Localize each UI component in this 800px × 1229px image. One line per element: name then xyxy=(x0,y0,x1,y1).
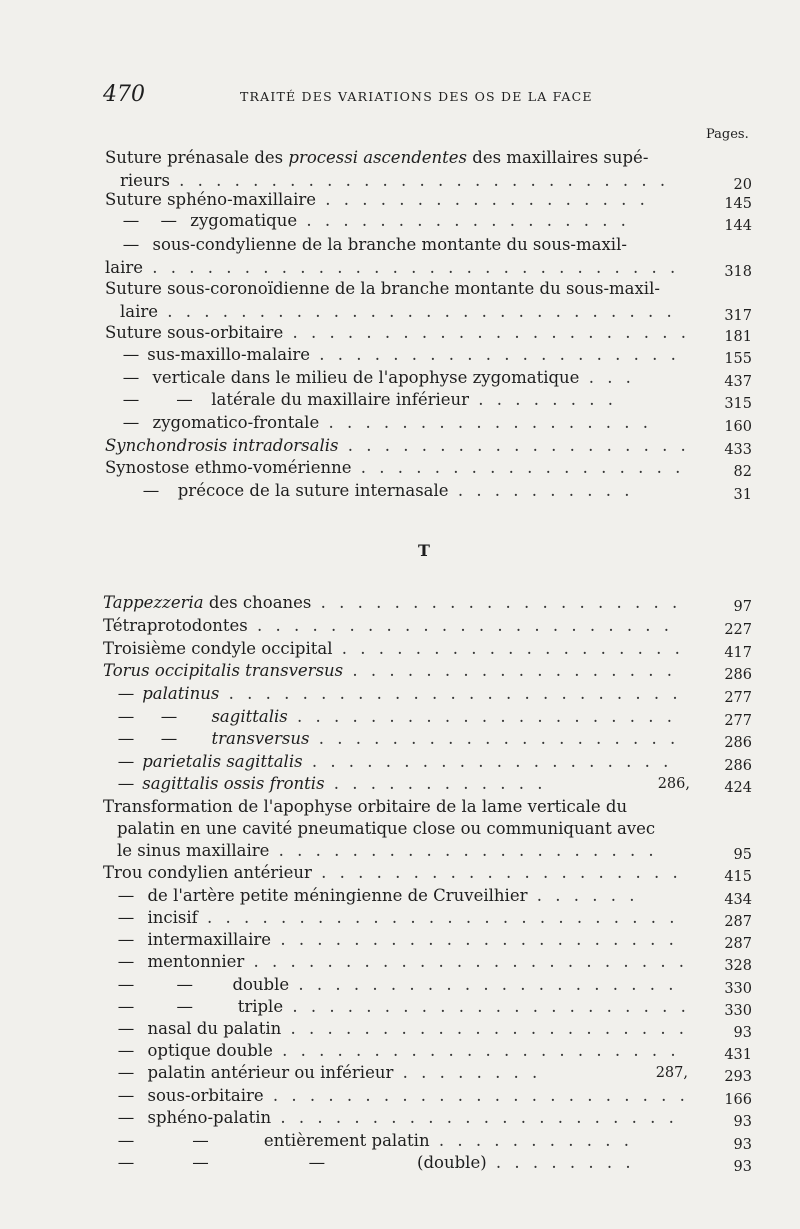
page-ref: 93 xyxy=(733,1114,752,1130)
index-entry: — intermaxillaire . . . . . . . . . . . . . . . . . . . . . . xyxy=(117,930,678,949)
page-ref: 95 xyxy=(733,847,752,863)
page-ref: 318 xyxy=(724,264,752,280)
page-header xyxy=(103,82,763,112)
section-letter: T xyxy=(418,541,430,560)
index-entry: Synostose ethmo-vomérienne . . . . . . . . . . . . . . . . . . xyxy=(105,458,685,477)
page-ref: 155 xyxy=(724,351,752,367)
page-ref: 287, xyxy=(655,1065,688,1081)
index-entry: — — transversus . . . . . . . . . . . . . . . . . . . . xyxy=(117,729,680,748)
page-ref: 293 xyxy=(724,1069,752,1085)
index-entry: Trou condylien antérieur . . . . . . . . . . . . . . . . . . . . xyxy=(103,863,682,882)
page-ref: 286 xyxy=(724,667,752,683)
page-ref: 97 xyxy=(733,599,752,615)
index-entry-continuation: rieurs . . . . . . . . . . . . . . . . . . . . . . . . . . . xyxy=(120,171,670,190)
index-entry: Suture prénasale des processi ascendentes des maxillaires supé- xyxy=(105,148,649,167)
page-ref: 328 xyxy=(724,958,752,974)
page-ref: 181 xyxy=(724,329,752,345)
page-number: 470 xyxy=(103,82,145,107)
page-ref: 433 xyxy=(724,442,752,458)
page-ref: 144 xyxy=(724,218,752,234)
page-ref: 287 xyxy=(724,914,752,930)
page-ref: 315 xyxy=(724,396,752,412)
index-entry: — — latérale du maxillaire inférieur . . . . . . . . xyxy=(122,390,617,409)
index-entry: Tappezzeria des choanes . . . . . . . . . . . . . . . . . . . . xyxy=(103,593,682,612)
page-ref: 286, xyxy=(657,776,690,792)
index-entry: — sous-condylienne de la branche montante du sous-maxil- xyxy=(122,235,627,254)
page-ref: 160 xyxy=(724,419,752,435)
index-entry: — — double . . . . . . . . . . . . . . . . . . . . . xyxy=(117,975,678,994)
index-entry: — incisif . . . . . . . . . . . . . . . . . . . . . . . . . . xyxy=(117,908,679,927)
index-entry: Torus occipitalis transversus . . . . . . . . . . . . . . . . . . xyxy=(103,661,676,680)
index-entry: — — entièrement palatin . . . . . . . . . . . xyxy=(117,1131,633,1150)
index-entry: — — — (double) . . . . . . . . xyxy=(117,1153,635,1172)
index-entry: Suture sous-orbitaire . . . . . . . . . . . . . . . . . . . . . . xyxy=(105,323,690,342)
page-ref: 286 xyxy=(724,735,752,751)
page-ref: 286 xyxy=(724,758,752,774)
running-title: TRAITÉ DES VARIATIONS DES OS DE LA FACE xyxy=(240,89,593,104)
page-ref: 227 xyxy=(724,622,752,638)
index-entry: Transformation de l'apophyse orbitaire de la lame verticale du xyxy=(103,797,628,816)
index-entry: — précoce de la suture internasale . . . . . . . . . . xyxy=(142,481,634,500)
index-entry: — sus-maxillo-malaire . . . . . . . . . . . . . . . . . . . . xyxy=(122,345,680,364)
index-entry: — mentonnier . . . . . . . . . . . . . . . . . . . . . . . . xyxy=(117,952,689,971)
index-entry: — zygomatico-frontale . . . . . . . . . . . . . . . . . . xyxy=(122,413,653,432)
page-ref: 287 xyxy=(724,936,752,952)
page-ref: 434 xyxy=(724,892,752,908)
index-entry: — parietalis sagittalis . . . . . . . . . . . . . . . . . . . . xyxy=(117,752,673,771)
index-entry: Suture sous-coronoïdienne de la branche montante du sous-maxil- xyxy=(105,279,660,298)
index-entry: Suture sphéno-maxillaire . . . . . . . . . . . . . . . . . . xyxy=(105,190,649,209)
index-entry: — verticale dans le milieu de l'apophyse zygomatique . . . xyxy=(122,368,635,387)
index-entry: Tétraprotodontes . . . . . . . . . . . . . . . . . . . . . . . xyxy=(103,616,674,635)
page-ref: 417 xyxy=(724,645,752,661)
page-ref: 277 xyxy=(724,690,752,706)
index-entry: — — zygomatique . . . . . . . . . . . . . . . . . . xyxy=(122,211,630,230)
index-entry: — — sagittalis . . . . . . . . . . . . . . . . . . . . . xyxy=(117,707,677,726)
pages-column-label: Pages. xyxy=(706,127,749,142)
page-ref: 145 xyxy=(724,196,752,212)
page-ref: 31 xyxy=(733,487,752,503)
page-ref: 20 xyxy=(733,177,752,193)
index-entry-continuation: laire . . . . . . . . . . . . . . . . . . . . . . . . . . . . . xyxy=(105,258,680,277)
index-entry-continuation: le sinus maxillaire . . . . . . . . . . . . . . . . . . . . . xyxy=(117,841,658,860)
index-entry: Troisième condyle occipital . . . . . . . . . . . . . . . . . . . xyxy=(103,639,684,658)
page-ref: 437 xyxy=(724,374,752,390)
index-entry: Synchondrosis intradorsalis . . . . . . . . . . . . . . . . . . . xyxy=(105,436,690,455)
page-ref: 277 xyxy=(724,713,752,729)
index-entry: — — triple . . . . . . . . . . . . . . . . . . . . . . xyxy=(117,997,690,1016)
index-entry: — nasal du palatin . . . . . . . . . . . . . . . . . . . . . . xyxy=(117,1019,689,1038)
page-ref: 330 xyxy=(724,981,752,997)
index-entry: — sphéno-palatin . . . . . . . . . . . . . . . . . . . . . . xyxy=(117,1108,678,1127)
page-ref: 431 xyxy=(724,1047,752,1063)
index-entry: — sagittalis ossis frontis . . . . . . . . . . . . xyxy=(117,774,547,793)
page-ref: 424 xyxy=(724,780,752,796)
index-entry: — palatinus . . . . . . . . . . . . . . . . . . . . . . . . . xyxy=(117,684,682,703)
index-entry: — palatin antérieur ou inférieur . . . . . . . . xyxy=(117,1063,542,1082)
page-ref: 317 xyxy=(724,308,752,324)
page-ref: 93 xyxy=(733,1159,752,1175)
page-ref: 415 xyxy=(724,869,752,885)
page-ref: 166 xyxy=(724,1092,752,1108)
page-ref: 93 xyxy=(733,1137,752,1153)
index-entry: — sous-orbitaire . . . . . . . . . . . . . . . . . . . . . . . xyxy=(117,1086,689,1105)
index-entry: — optique double . . . . . . . . . . . . . . . . . . . . . . xyxy=(117,1041,680,1060)
index-entry: — de l'artère petite méningienne de Cruveilhier . . . . . . xyxy=(117,886,639,905)
page-ref: 93 xyxy=(733,1025,752,1041)
page-ref: 82 xyxy=(733,464,752,480)
index-entry-continuation: palatin en une cavité pneumatique close ou communiquant avec xyxy=(117,819,656,838)
page-ref: 330 xyxy=(724,1003,752,1019)
index-entry-continuation: laire . . . . . . . . . . . . . . . . . . . . . . . . . . . . xyxy=(120,302,676,321)
